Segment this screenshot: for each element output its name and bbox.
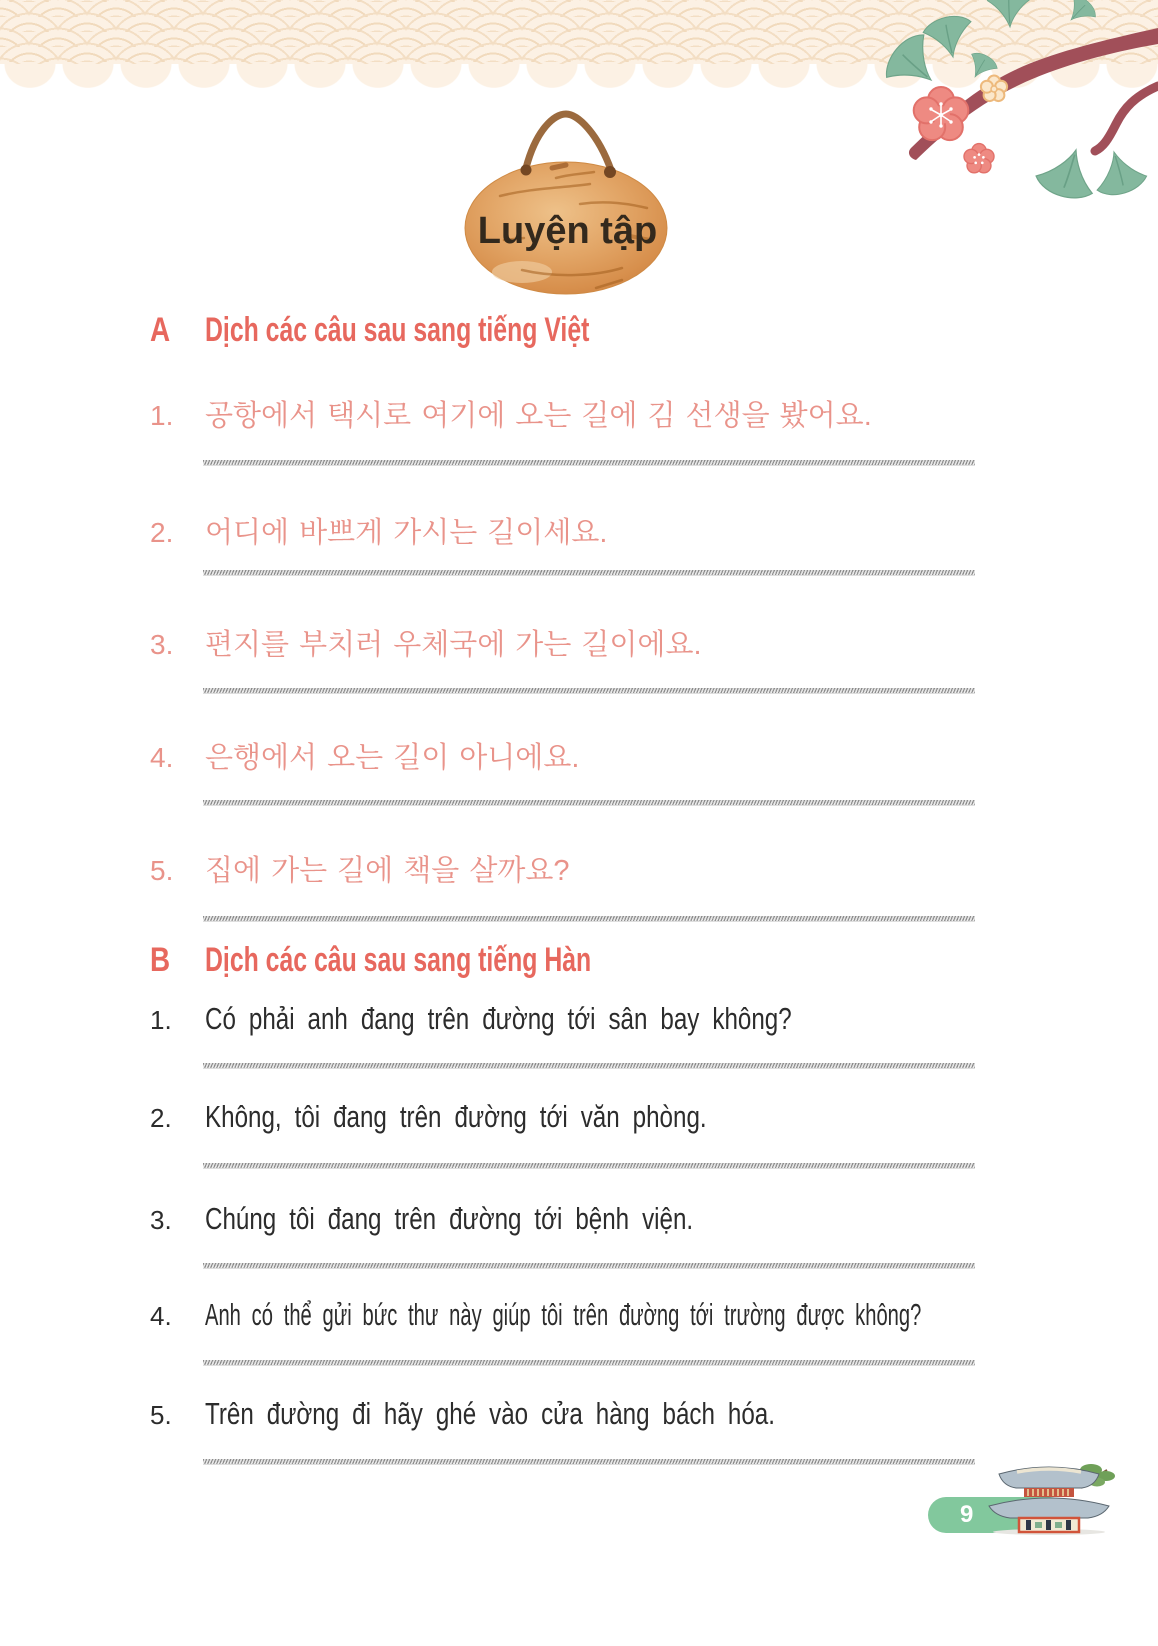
answer-line xyxy=(203,916,975,922)
item-text: Không, tôi đang trên đường tới văn phòng. xyxy=(205,1099,707,1134)
page-number: 9 xyxy=(960,1501,974,1528)
item-number: 1. xyxy=(150,400,174,431)
exercise-item-b1 xyxy=(150,1001,957,1037)
exercise-item-a2 xyxy=(150,510,607,551)
palace-illustration xyxy=(985,1458,1117,1538)
item-number: 4. xyxy=(150,742,174,773)
answer-line xyxy=(203,688,975,694)
answer-line xyxy=(203,570,975,576)
item-text: 편지를 부치러 우체국에 가는 길이에요. xyxy=(205,629,702,661)
section-b-heading xyxy=(150,941,734,980)
item-text: Chúng tôi đang trên đường tới bệnh viện. xyxy=(205,1201,694,1236)
small-blossom-icon xyxy=(964,144,994,173)
exercise-item-b4 xyxy=(150,1297,1158,1333)
item-text: 집에 가는 길에 책을 살까요? xyxy=(205,855,570,887)
item-text: Có phải anh đang trên đường tới sân bay không? xyxy=(205,1001,792,1036)
plum-branch-icon xyxy=(813,0,1158,200)
exercise-item-a3 xyxy=(150,622,702,663)
item-number: 2. xyxy=(150,517,174,548)
exercise-item-a5 xyxy=(150,848,570,889)
exercise-item-a4 xyxy=(150,735,579,776)
plum-blossom-icon xyxy=(914,87,969,140)
answer-line xyxy=(203,1263,975,1269)
answer-line xyxy=(203,1163,975,1169)
section-letter: B xyxy=(150,941,171,979)
exercise-item-b2 xyxy=(150,1099,848,1135)
item-text: 은행에서 오는 길이 아니에요. xyxy=(205,742,580,774)
section-a-heading xyxy=(150,311,732,350)
item-number: 1. xyxy=(150,1005,172,1035)
item-text: 어디에 바쁘게 가시는 길이세요. xyxy=(205,517,608,549)
practice-badge xyxy=(460,106,675,296)
answer-line xyxy=(203,800,975,806)
section-title: Dịch các câu sau sang tiếng Hàn xyxy=(205,941,592,979)
exercise-item-b5 xyxy=(150,1396,936,1432)
item-text: 공항에서 택시로 여기에 오는 길에 김 선생을 봤어요. xyxy=(205,400,872,432)
answer-line xyxy=(203,460,975,466)
answer-line xyxy=(203,1360,975,1366)
section-letter: A xyxy=(150,311,171,349)
item-number: 4. xyxy=(150,1301,172,1331)
answer-line xyxy=(203,1459,975,1465)
wooden-sign-icon xyxy=(460,106,675,296)
item-number: 5. xyxy=(150,1400,172,1430)
korean-palace-icon xyxy=(985,1458,1117,1538)
branch-decoration xyxy=(813,0,1158,200)
item-number: 2. xyxy=(150,1103,172,1133)
item-number: 3. xyxy=(150,1205,172,1235)
item-number: 5. xyxy=(150,855,174,886)
section-title: Dịch các câu sau sang tiếng Việt xyxy=(205,311,590,349)
item-text: Trên đường đi hãy ghé vào cửa hàng bách hóa. xyxy=(205,1396,775,1431)
item-number: 3. xyxy=(150,629,174,660)
exercise-item-a1 xyxy=(150,393,872,434)
answer-line xyxy=(203,1063,975,1069)
item-text: Anh có thể gửi bức thư này giúp tôi trên đường tới trường được không? xyxy=(205,1297,922,1332)
badge-label: Luyện tập xyxy=(477,210,658,252)
exercise-item-b3 xyxy=(150,1201,831,1237)
